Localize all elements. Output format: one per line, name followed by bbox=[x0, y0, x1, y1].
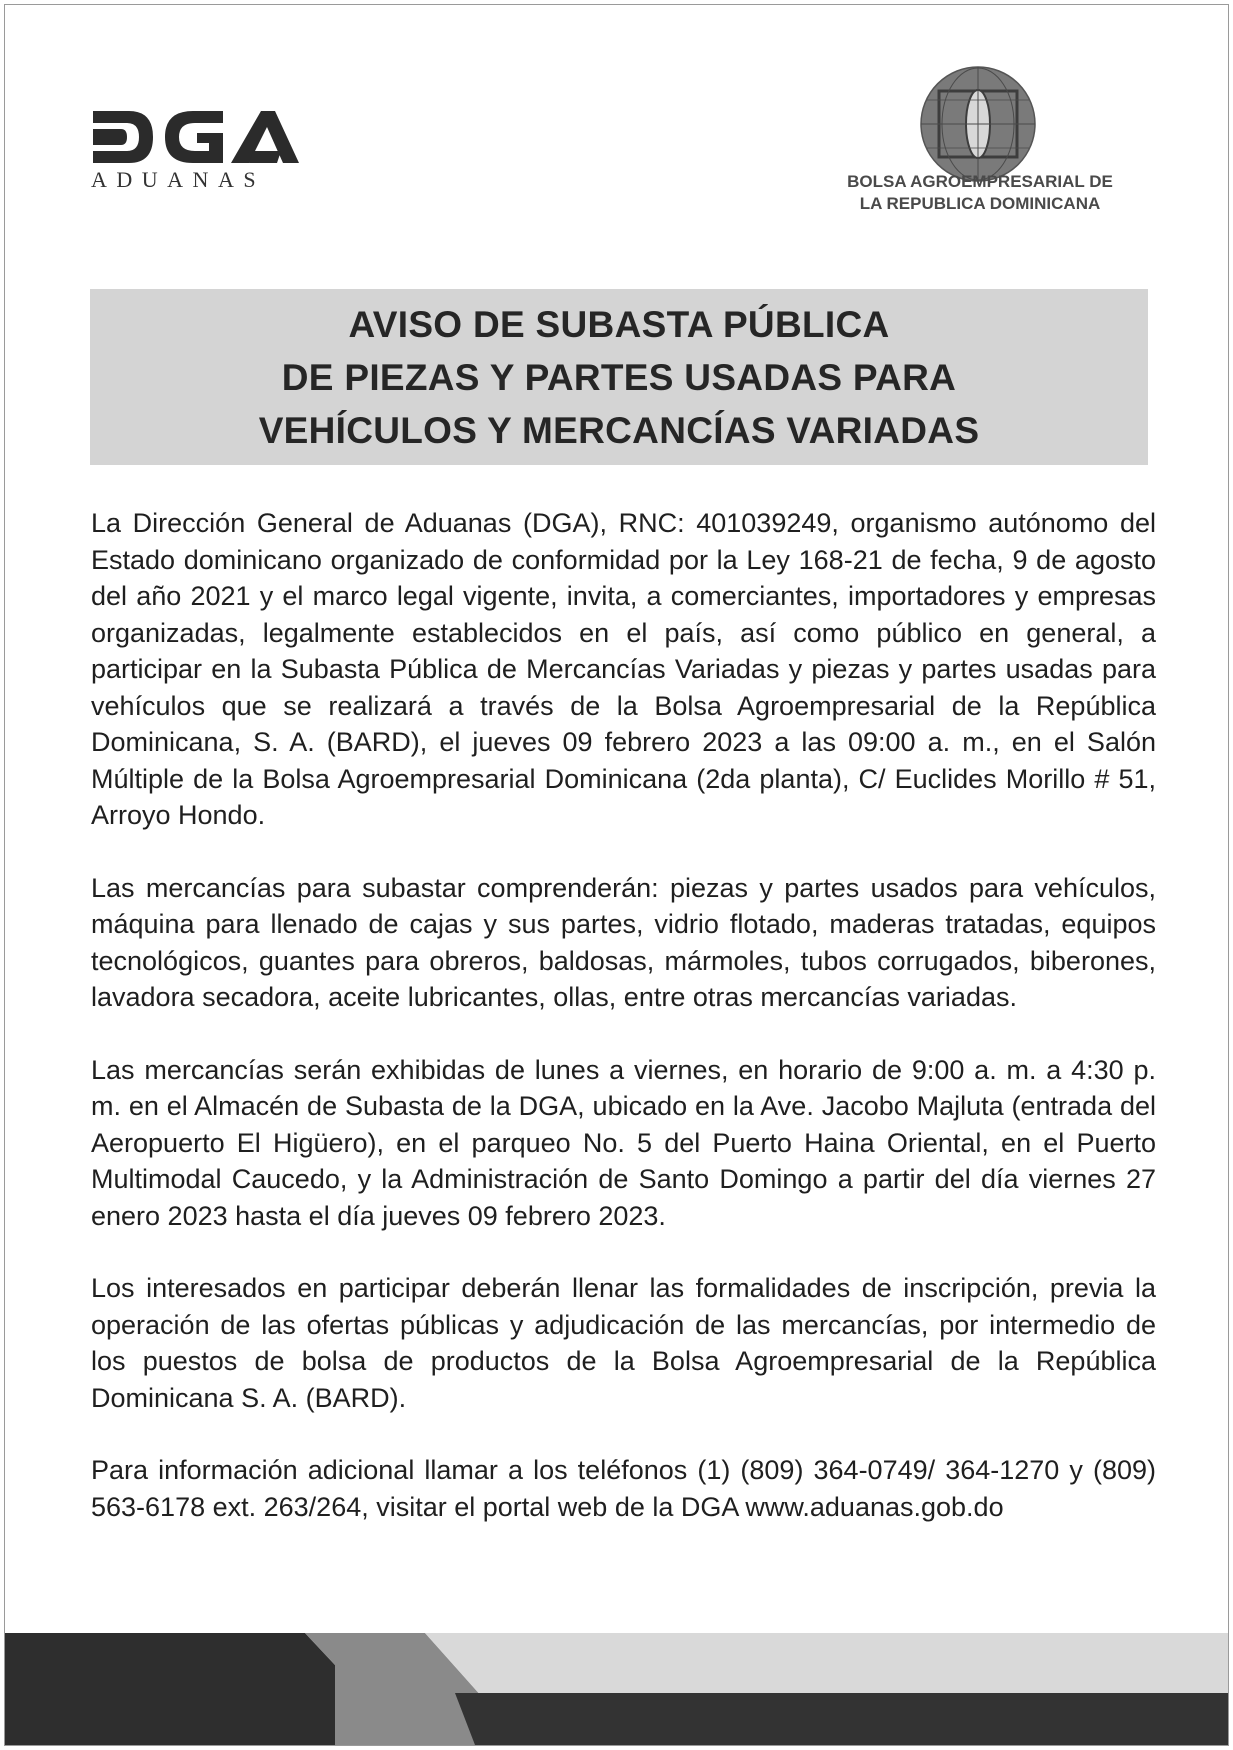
bard-name bbox=[815, 171, 1145, 215]
paragraph-invitation: La Dirección General de Aduanas (DGA), RNC: 401039249, organismo autónomo del Estado dominicano organizado de conformidad por la Ley 168-21 de fecha, 9 de agosto del año 2021 y el marco legal vigente, invita, a comerciantes, importadores y empresas organizadas, legalmente establecidos en el país, así como público en general, a participar en la Subasta Pública de Mercancías Variadas y piezas y partes usadas para vehículos que se realizará a través de la Bolsa Agroempresarial de la República Dominicana, S. A. (BARD), el jueves 09 febrero 2023 a las 09:00 a. m., en el Salón Múltiple de la Bolsa Agroempresarial Dominicana (2da planta), C/ Euclides Morillo # 51, Arroyo Hondo. bbox=[91, 508, 1156, 830]
title-line-1: AVISO DE SUBASTA PÚBLICA bbox=[348, 303, 890, 345]
dga-logo-subtitle: ADUANAS bbox=[91, 167, 266, 192]
paragraph-exhibition: Las mercancías serán exhibidas de lunes a viernes, en horario de 9:00 a. m. a 4:30 p. m. en el Almacén de Subasta de la DGA, ubicado en la Ave. Jacobo Majluta (entrada del Aeropuerto El Higüero), en el parqueo No. 5 del Puerto Haina Oriental, en el Puerto Multimodal Caucedo, y la Administración de Santo Domingo a partir del día viernes 27 enero 2023 hasta el día jueves 09 febrero 2023. bbox=[91, 1054, 1156, 1231]
paragraph-merchandise: Las mercancías para subastar comprenderán: piezas y partes usados para vehículos, máquina para llenado de cajas y sus partes, vidrio flotado, maderas tratadas, equipos tecnológicos, guantes para obreros, baldosas, mármoles, tubos corrugados, biberones, lavadora secadora, aceite lubricantes, ollas, entre otras mercancías variadas. bbox=[91, 872, 1156, 1012]
paragraph-contact: Para información adicional llamar a los teléfonos (1) (809) 364-0749/ 364-1270 y (809) 563-6178 ext. 263/264, visitar el portal web de la DGA www.aduanas.gob.do bbox=[91, 1455, 1156, 1522]
bard-name-line1: BOLSA AGROEMPRESARIAL DE bbox=[847, 172, 1113, 191]
title-line-2: DE PIEZAS Y PARTES USADAS PARA bbox=[281, 356, 957, 398]
footer-band bbox=[5, 1585, 1229, 1745]
paragraph-registration: Los interesados en participar deberán llenar las formalidades de inscripción, previa la operación de las ofertas públicas y adjudicación de las mercancías, por intermedio de los puestos de bolsa de productos de la Bolsa Agroempresarial de la República Dominicana S. A. (BARD). bbox=[91, 1273, 1156, 1413]
bard-name-line2: LA REPUBLICA DOMINICANA bbox=[859, 194, 1101, 213]
notice-page bbox=[4, 4, 1229, 1746]
notice-body bbox=[91, 505, 1156, 1561]
title-line-3: VEHÍCULOS Y MERCANCÍAS VARIADAS bbox=[258, 409, 980, 451]
title-band bbox=[90, 289, 1148, 465]
bard-globe-icon bbox=[919, 65, 1037, 183]
